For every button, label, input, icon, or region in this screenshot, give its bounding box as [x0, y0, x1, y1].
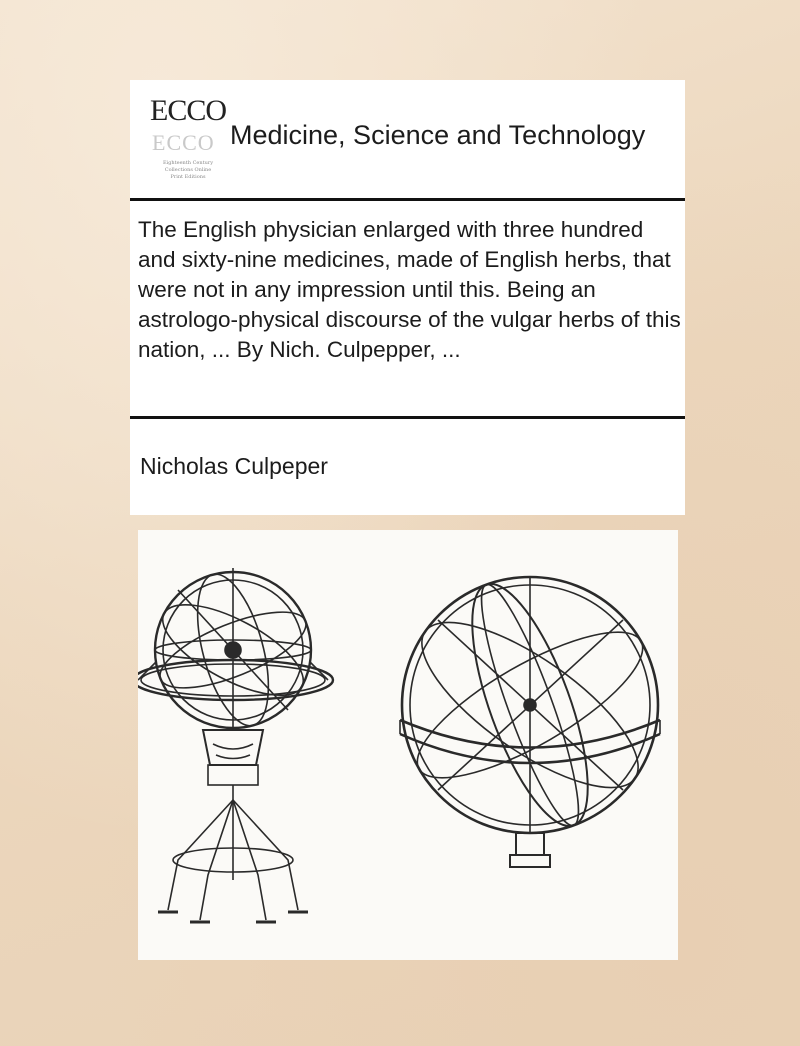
ecco-logo: [144, 92, 227, 188]
series-header: [130, 80, 685, 198]
armillary-sphere-on-stand-icon: [138, 567, 333, 922]
book-title: The English physician enlarged with three hundred and sixty-nine medicines, made of English herbs, that were not in any impression until this. Being an astrologo-physical discourse of the vulgar herbs of this nation, ... By Nich. Culpepper, ...: [138, 217, 681, 362]
cover-illustration: [138, 530, 678, 960]
author-section: [130, 419, 685, 515]
armillary-sphere-globe-icon: [399, 571, 661, 867]
title-section: [130, 201, 685, 416]
logo-tagline: Eighteenth Century Collections Online Print Editions: [162, 160, 214, 180]
logo-letters: ECCO: [150, 94, 227, 127]
book-author: Nicholas Culpeper: [140, 453, 328, 479]
series-title: Medicine, Science and Technology: [230, 120, 646, 150]
logo-shadow-letters: ECCO: [152, 130, 215, 155]
